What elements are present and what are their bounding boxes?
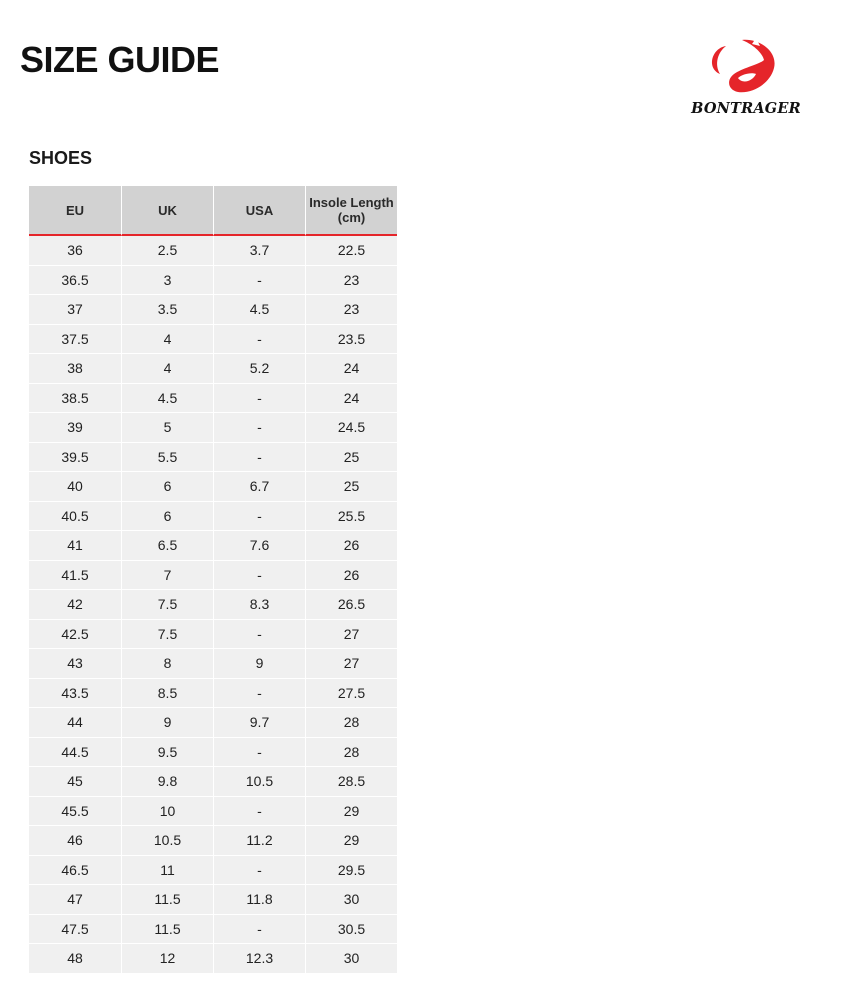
usa-cell: 12.3 xyxy=(213,944,305,974)
table-row xyxy=(29,620,397,650)
table-row xyxy=(29,797,397,827)
insole-cell: 26 xyxy=(305,561,397,591)
usa-cell: 5.2 xyxy=(213,354,305,384)
insole-cell: 28 xyxy=(305,738,397,768)
table-row xyxy=(29,679,397,709)
insole-cell: 28.5 xyxy=(305,767,397,797)
eu-cell: 45.5 xyxy=(29,797,121,827)
eu-cell: 47 xyxy=(29,885,121,915)
insole-cell: 27.5 xyxy=(305,679,397,709)
usa-cell: - xyxy=(213,384,305,414)
eu-cell: 36 xyxy=(29,236,121,266)
usa-cell: - xyxy=(213,413,305,443)
usa-cell: 6.7 xyxy=(213,472,305,502)
eu-cell: 44 xyxy=(29,708,121,738)
usa-cell: - xyxy=(213,266,305,296)
insole-cell: 27 xyxy=(305,649,397,679)
header-eu: EU xyxy=(29,186,121,236)
uk-cell: 12 xyxy=(121,944,213,974)
uk-cell: 11 xyxy=(121,856,213,886)
brand-wordmark: BONTRAGER xyxy=(691,100,801,117)
eu-cell: 41 xyxy=(29,531,121,561)
uk-cell: 9.8 xyxy=(121,767,213,797)
usa-cell: - xyxy=(213,856,305,886)
header-usa: USA xyxy=(213,186,305,236)
insole-cell: 26 xyxy=(305,531,397,561)
usa-cell: 9.7 xyxy=(213,708,305,738)
usa-cell: - xyxy=(213,738,305,768)
insole-cell: 22.5 xyxy=(305,236,397,266)
insole-cell: 25 xyxy=(305,443,397,473)
uk-cell: 3 xyxy=(121,266,213,296)
table-row xyxy=(29,413,397,443)
uk-cell: 3.5 xyxy=(121,295,213,325)
eu-cell: 40.5 xyxy=(29,502,121,532)
table-row xyxy=(29,443,397,473)
table-row xyxy=(29,325,397,355)
eu-cell: 45 xyxy=(29,767,121,797)
usa-cell: - xyxy=(213,915,305,945)
eu-cell: 37.5 xyxy=(29,325,121,355)
usa-cell: - xyxy=(213,679,305,709)
bontrager-swoosh-logo-icon xyxy=(668,34,824,100)
table-row xyxy=(29,295,397,325)
table-row xyxy=(29,531,397,561)
table-body xyxy=(29,236,397,974)
eu-cell: 43 xyxy=(29,649,121,679)
insole-cell: 24.5 xyxy=(305,413,397,443)
uk-cell: 4 xyxy=(121,354,213,384)
eu-cell: 37 xyxy=(29,295,121,325)
insole-cell: 30 xyxy=(305,885,397,915)
uk-cell: 11.5 xyxy=(121,915,213,945)
insole-cell: 30 xyxy=(305,944,397,974)
eu-cell: 39.5 xyxy=(29,443,121,473)
header-uk: UK xyxy=(121,186,213,236)
uk-cell: 4.5 xyxy=(121,384,213,414)
usa-cell: 9 xyxy=(213,649,305,679)
eu-cell: 46 xyxy=(29,826,121,856)
uk-cell: 9 xyxy=(121,708,213,738)
eu-cell: 47.5 xyxy=(29,915,121,945)
eu-cell: 43.5 xyxy=(29,679,121,709)
eu-cell: 42 xyxy=(29,590,121,620)
table-row xyxy=(29,472,397,502)
brand-logo xyxy=(668,34,824,124)
insole-cell: 23 xyxy=(305,295,397,325)
table-row xyxy=(29,354,397,384)
page-title: SIZE GUIDE xyxy=(20,39,220,80)
table-row xyxy=(29,384,397,414)
uk-cell: 7 xyxy=(121,561,213,591)
uk-cell: 7.5 xyxy=(121,590,213,620)
eu-cell: 42.5 xyxy=(29,620,121,650)
table-row xyxy=(29,502,397,532)
usa-cell: 11.2 xyxy=(213,826,305,856)
insole-cell: 25 xyxy=(305,472,397,502)
usa-cell: 11.8 xyxy=(213,885,305,915)
usa-cell: - xyxy=(213,325,305,355)
eu-cell: 39 xyxy=(29,413,121,443)
insole-cell: 29 xyxy=(305,797,397,827)
table-row xyxy=(29,885,397,915)
uk-cell: 10.5 xyxy=(121,826,213,856)
insole-cell: 23.5 xyxy=(305,325,397,355)
section-title: SHOES xyxy=(29,148,93,168)
insole-cell: 27 xyxy=(305,620,397,650)
insole-cell: 28 xyxy=(305,708,397,738)
header-insole-length: Insole Length (cm) xyxy=(305,186,397,236)
eu-cell: 40 xyxy=(29,472,121,502)
uk-cell: 5.5 xyxy=(121,443,213,473)
usa-cell: - xyxy=(213,561,305,591)
usa-cell: 8.3 xyxy=(213,590,305,620)
table-row xyxy=(29,236,397,266)
eu-cell: 46.5 xyxy=(29,856,121,886)
eu-cell: 38.5 xyxy=(29,384,121,414)
uk-cell: 8 xyxy=(121,649,213,679)
usa-cell: 3.7 xyxy=(213,236,305,266)
usa-cell: - xyxy=(213,797,305,827)
table-row xyxy=(29,738,397,768)
table-row xyxy=(29,561,397,591)
size-table xyxy=(29,186,397,974)
uk-cell: 4 xyxy=(121,325,213,355)
usa-cell: 7.6 xyxy=(213,531,305,561)
usa-cell: 4.5 xyxy=(213,295,305,325)
usa-cell: - xyxy=(213,443,305,473)
eu-cell: 36.5 xyxy=(29,266,121,296)
eu-cell: 48 xyxy=(29,944,121,974)
insole-cell: 30.5 xyxy=(305,915,397,945)
uk-cell: 10 xyxy=(121,797,213,827)
table-header-row xyxy=(29,186,397,236)
uk-cell: 6.5 xyxy=(121,531,213,561)
table-row xyxy=(29,767,397,797)
table-row xyxy=(29,915,397,945)
uk-cell: 5 xyxy=(121,413,213,443)
insole-cell: 29 xyxy=(305,826,397,856)
table-row xyxy=(29,590,397,620)
insole-cell: 25.5 xyxy=(305,502,397,532)
usa-cell: - xyxy=(213,620,305,650)
uk-cell: 2.5 xyxy=(121,236,213,266)
table-row xyxy=(29,826,397,856)
table-row xyxy=(29,266,397,296)
table-row xyxy=(29,944,397,974)
table-row xyxy=(29,649,397,679)
eu-cell: 38 xyxy=(29,354,121,384)
insole-cell: 23 xyxy=(305,266,397,296)
insole-cell: 24 xyxy=(305,354,397,384)
insole-cell: 24 xyxy=(305,384,397,414)
uk-cell: 6 xyxy=(121,472,213,502)
eu-cell: 44.5 xyxy=(29,738,121,768)
insole-cell: 26.5 xyxy=(305,590,397,620)
uk-cell: 8.5 xyxy=(121,679,213,709)
usa-cell: - xyxy=(213,502,305,532)
usa-cell: 10.5 xyxy=(213,767,305,797)
uk-cell: 6 xyxy=(121,502,213,532)
table-row xyxy=(29,708,397,738)
insole-cell: 29.5 xyxy=(305,856,397,886)
uk-cell: 9.5 xyxy=(121,738,213,768)
eu-cell: 41.5 xyxy=(29,561,121,591)
uk-cell: 7.5 xyxy=(121,620,213,650)
uk-cell: 11.5 xyxy=(121,885,213,915)
table-row xyxy=(29,856,397,886)
